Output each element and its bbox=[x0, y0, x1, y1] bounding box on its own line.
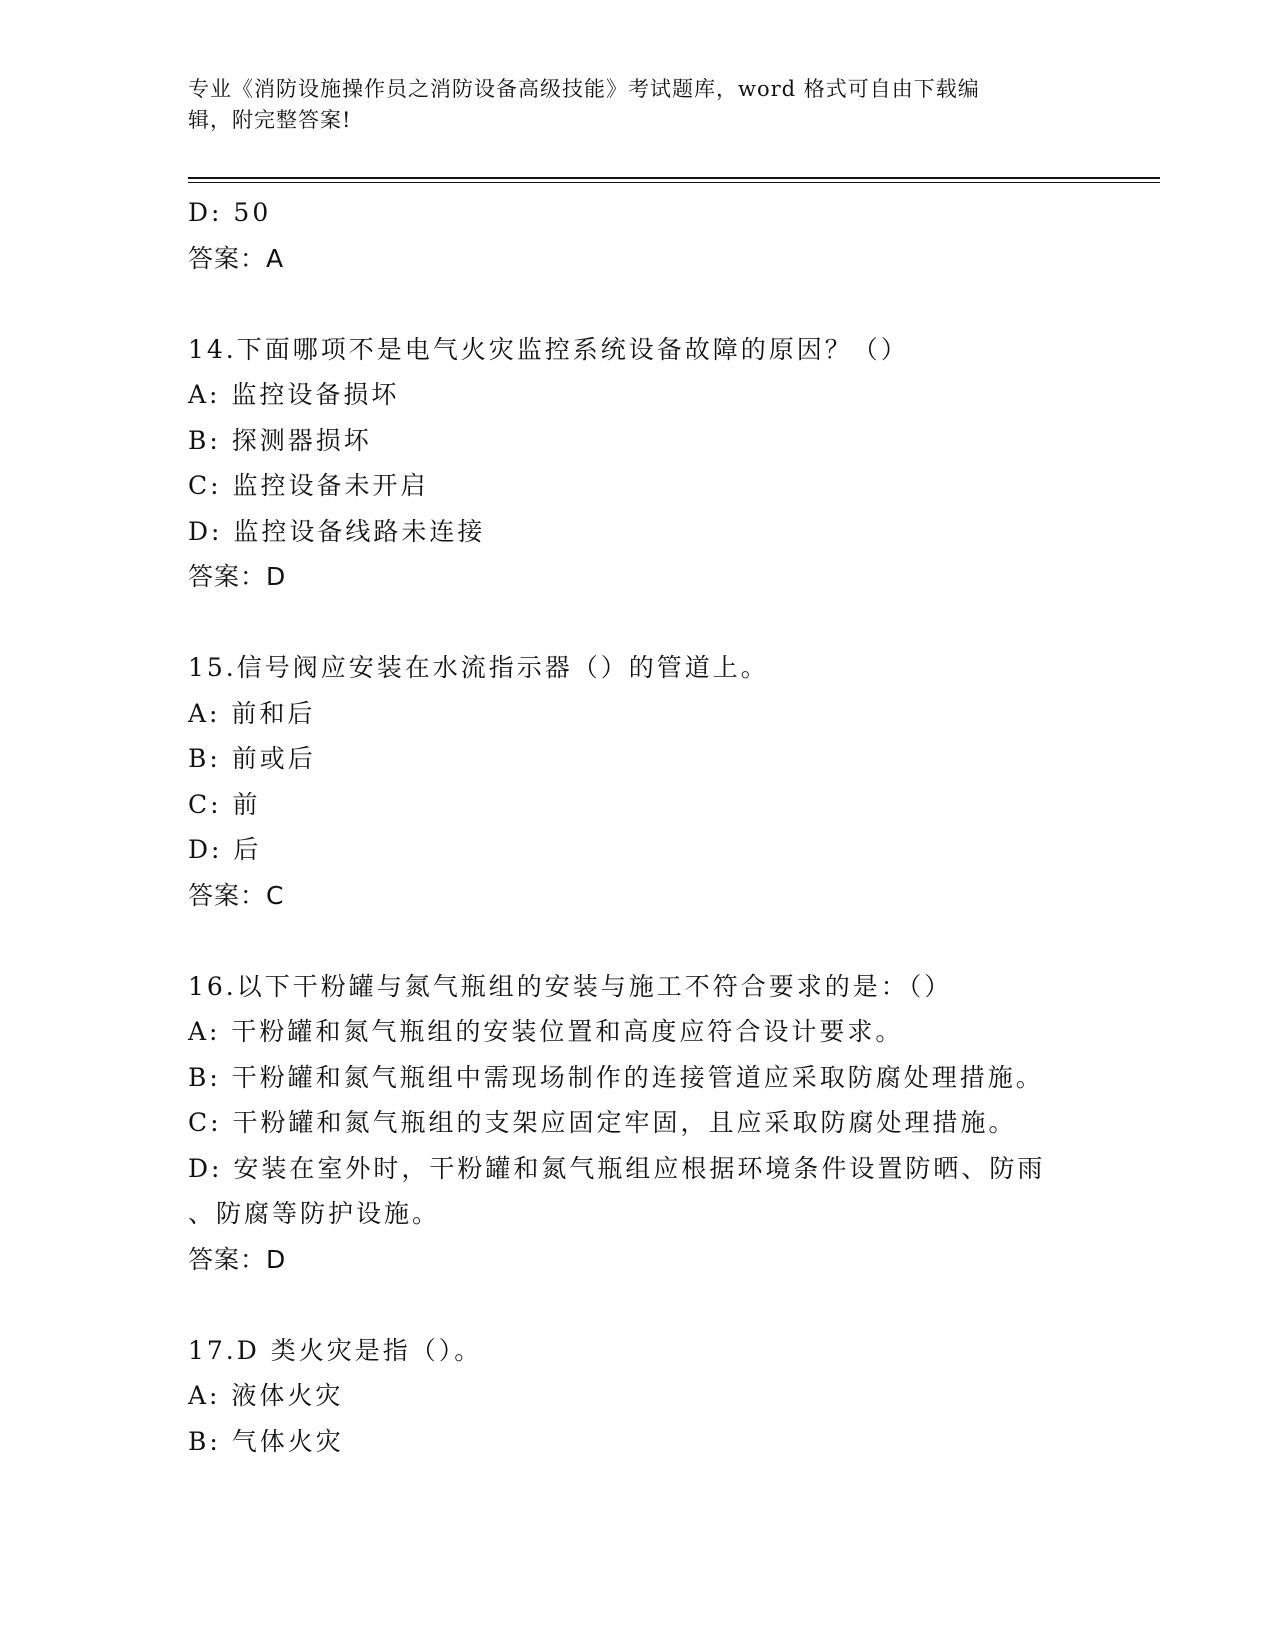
question-14 bbox=[188, 327, 1088, 600]
header-rule-thick bbox=[188, 177, 1160, 179]
option-d: D: 监控设备线路未连接 bbox=[188, 516, 486, 546]
question-15 bbox=[188, 645, 1088, 918]
option-c: C: 干粉罐和氮气瓶组的支架应固定牢固，且应采取防腐处理措施。 bbox=[188, 1108, 1017, 1137]
option-d-previous: D: 50 bbox=[188, 198, 272, 227]
option-c: C: 监控设备未开启 bbox=[188, 471, 429, 500]
page-header bbox=[188, 74, 1068, 136]
option-b: B: 干粉罐和氮气瓶组中需现场制作的连接管道应采取防腐处理措施。 bbox=[188, 1062, 1044, 1092]
spacer bbox=[188, 281, 1088, 327]
question-content bbox=[188, 190, 1088, 1464]
spacer bbox=[188, 1282, 1088, 1328]
option-d-continued: 、防腐等防护设施。 bbox=[188, 1199, 441, 1228]
option-a: A: 前和后 bbox=[188, 698, 316, 728]
answer: 答案：D bbox=[188, 562, 287, 591]
option-b: B: 探测器损坏 bbox=[188, 425, 372, 455]
spacer bbox=[188, 600, 1088, 646]
option-b: B: 气体火灾 bbox=[188, 1426, 344, 1456]
question-16 bbox=[188, 964, 1088, 1283]
answer: 答案：D bbox=[188, 1244, 287, 1274]
header-rule-thin bbox=[188, 182, 1160, 183]
option-c: C: 前 bbox=[188, 789, 261, 819]
option-a: A: 液体火灾 bbox=[188, 1381, 344, 1410]
option-d: D: 安装在室外时，干粉罐和氮气瓶组应根据环境条件设置防晒、防雨 bbox=[188, 1153, 1046, 1183]
question-stem: 17.D 类火灾是指（）。 bbox=[188, 1335, 483, 1365]
question-stem: 15.信号阀应安装在水流指示器（）的管道上。 bbox=[188, 653, 769, 682]
answer: 答案：C bbox=[188, 880, 285, 910]
question-stem: 16.以下干粉罐与氮气瓶组的安装与施工不符合要求的是：（） bbox=[188, 971, 953, 1001]
question-17 bbox=[188, 1328, 1088, 1465]
option-d: D: 后 bbox=[188, 835, 262, 864]
question-stem: 14.下面哪项不是电气火灾监控系统设备故障的原因？（） bbox=[188, 334, 909, 364]
spacer bbox=[188, 918, 1088, 964]
option-a: A: 监控设备损坏 bbox=[188, 380, 400, 409]
header-line-2: 辑，附完整答案! bbox=[188, 108, 352, 132]
option-a: A: 干粉罐和氮气瓶组的安装位置和高度应符合设计要求。 bbox=[188, 1017, 904, 1046]
answer-previous: 答案：A bbox=[188, 243, 285, 273]
option-b: B: 前或后 bbox=[188, 744, 316, 773]
header-line-1: 专业《消防设施操作员之消防设备高级技能》考试题库，word 格式可自由下载编 bbox=[188, 77, 980, 101]
